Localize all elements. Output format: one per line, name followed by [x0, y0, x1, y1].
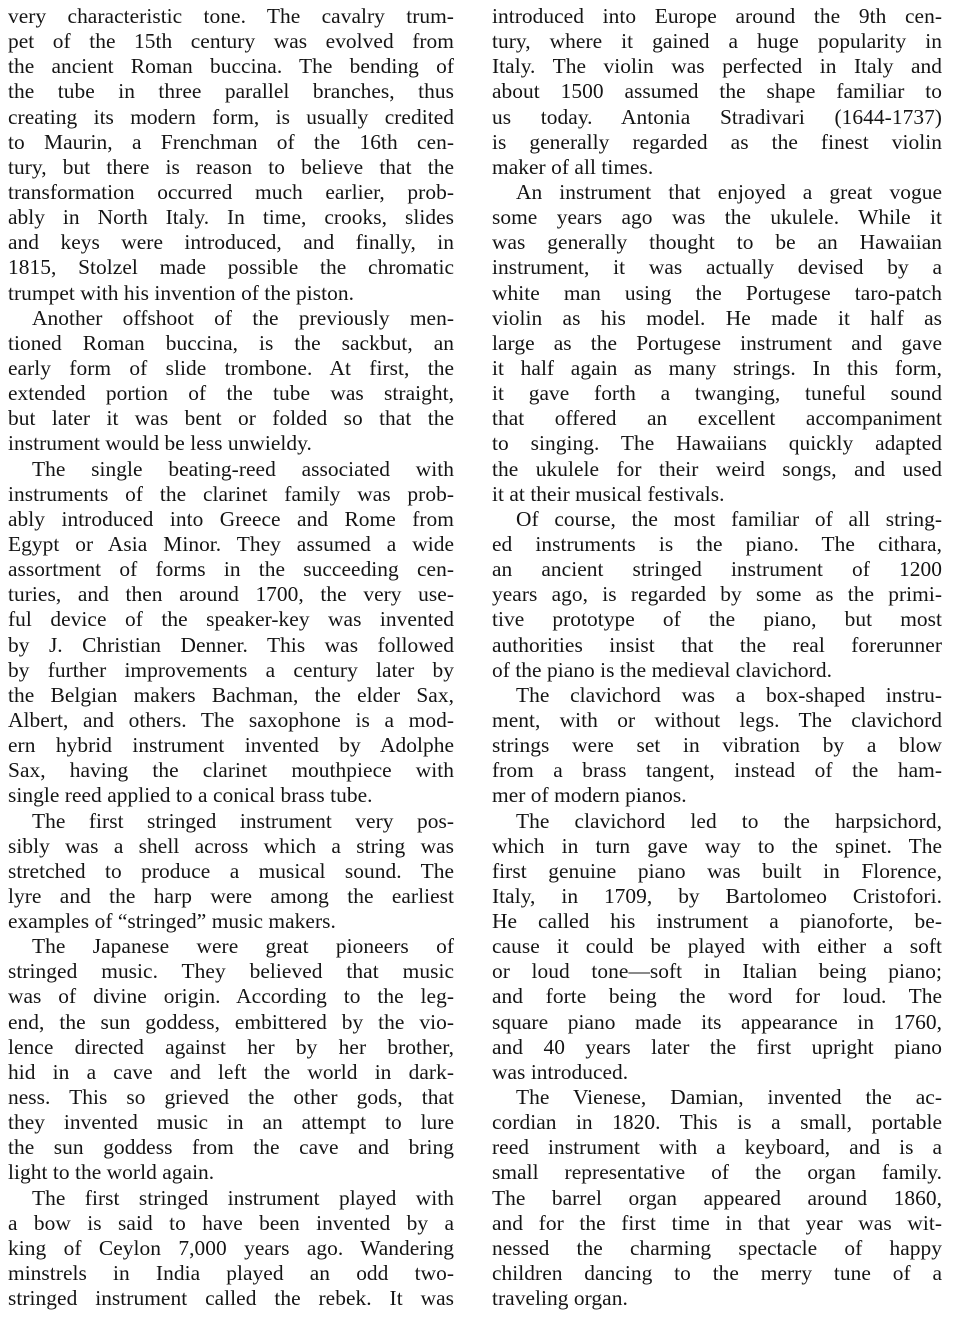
text-line: instrument, it was actually devised by a: [492, 255, 942, 280]
text-line: white man using the Portugese taro-patch: [492, 280, 942, 305]
text-line: mer of modern pianos.: [492, 783, 687, 808]
text-line: and for the first time in that year was wit-: [492, 1210, 942, 1235]
text-line: the tube in three parallel branches, thus: [8, 79, 454, 104]
text-line: tury, but there is reason to believe that the: [8, 154, 454, 179]
text-line: assortment of forms in the succeeding cen-: [8, 557, 454, 582]
text-line: ably in North Italy. In time, crooks, slides: [8, 205, 454, 230]
text-line: ness. This so grieved the other gods, that: [8, 1085, 454, 1110]
text-line: instrument would be less unwieldy.: [8, 431, 312, 456]
text-line: and keys were introduced, and finally, in: [8, 230, 454, 255]
text-line: of the piano is the medieval clavichord.: [492, 657, 832, 682]
text-line: 1815, Stolzel made possible the chromatic: [8, 255, 454, 280]
text-line: strings were set in vibration by a blow: [492, 733, 942, 758]
text-line: light to the world again.: [8, 1160, 215, 1185]
text-line: hid in a cave and left the world in dark-: [8, 1059, 454, 1084]
text-line: and 40 years later the first upright piano: [492, 1034, 942, 1059]
text-line: Italy, in 1709, by Bartolomeo Cristofori.: [492, 883, 942, 908]
text-line: lyre and the harp were among the earliest: [8, 883, 454, 908]
right-column: [492, 4, 942, 1311]
text-line: authorities insist that the real forerunner: [492, 632, 942, 657]
text-line: first genuine piano was built in Florence,: [492, 858, 942, 883]
text-line: minstrels in India played an odd two-: [8, 1261, 454, 1286]
text-line: was generally thought to be an Hawaiian: [492, 230, 942, 255]
text-line: stringed music. They believed that music: [8, 959, 454, 984]
text-line: transformation occurred much earlier, prob-: [8, 179, 454, 204]
text-line: the ancient Roman buccina. The bending of: [8, 54, 454, 79]
text-line: some years ago was the ukulele. While it: [492, 205, 942, 230]
text-line: to Maurin, a Frenchman of the 16th cen-: [8, 129, 454, 154]
text-line: stretched to produce a musical sound. The: [8, 858, 454, 883]
text-line: but later it was bent or folded so that the: [8, 406, 454, 431]
text-line: by J. Christian Denner. This was followed: [8, 632, 454, 657]
text-line: they invented music in an attempt to lure: [8, 1110, 454, 1135]
text-line: which in turn gave way to the spinet. The: [492, 833, 942, 858]
text-line: an ancient stringed instrument of 1200: [492, 557, 942, 582]
text-line: tioned Roman buccina, is the sackbut, an: [8, 330, 454, 355]
text-line: large as the Portugese instrument and gave: [492, 330, 942, 355]
text-line: end, the sun goddess, embittered by the vio-: [8, 1009, 454, 1034]
text-line: ably introduced into Greece and Rome from: [8, 506, 454, 531]
text-line: the ukulele for their weird songs, and used: [492, 456, 942, 481]
text-line: tive prototype of the piano, but most: [492, 607, 942, 632]
text-line: The first stringed instrument very pos-: [32, 808, 454, 833]
text-line: it at their musical festivals.: [492, 481, 725, 506]
text-line: The Japanese were great pioneers of: [32, 934, 454, 959]
text-line: An instrument that enjoyed a great vogue: [516, 179, 942, 204]
text-line: trumpet with his invention of the piston.: [8, 280, 355, 305]
text-line: us today. Antonia Stradivari (1644-1737): [492, 104, 942, 129]
text-line: introduced into Europe around the 9th cen-: [492, 4, 942, 28]
text-line: instruments of the clarinet family was prob-: [8, 481, 454, 506]
text-line: very characteristic tone. The cavalry trum-: [8, 4, 454, 28]
text-line: He called his instrument a pianoforte, be-: [492, 909, 942, 934]
text-line: ed instruments is the piano. The cithara,: [492, 531, 942, 556]
text-line: years ago, is regarded by some as the primi-: [492, 582, 942, 607]
text-line: or loud tone—soft in Italian being piano;: [492, 959, 942, 984]
text-line: children dancing to the merry tune of a: [492, 1261, 942, 1286]
text-line: ful device of the speaker-key was invented: [8, 607, 454, 632]
text-line: extended portion of the tube was straight,: [8, 381, 454, 406]
text-line: a bow is said to have been invented by a: [8, 1210, 454, 1235]
text-line: about 1500 assumed the shape familiar to: [492, 79, 942, 104]
text-line: was introduced.: [492, 1059, 629, 1084]
text-line: maker of all times.: [492, 154, 654, 179]
text-line: ern hybrid instrument invented by Adolphe: [8, 733, 454, 758]
text-line: Of course, the most familiar of all string-: [516, 506, 942, 531]
text-line: that offered an excellent accompaniment: [492, 406, 942, 431]
text-line: it gave forth a twanging, tuneful sound: [492, 381, 942, 406]
text-line: and forte being the word for loud. The: [492, 984, 942, 1009]
text-line: early form of slide trombone. At first, the: [8, 355, 454, 380]
text-line: is generally regarded as the finest violin: [492, 129, 942, 154]
text-line: The clavichord was a box-shaped instru-: [516, 682, 942, 707]
text-line: cause it could be played with either a soft: [492, 934, 942, 959]
text-line: The single beating-reed associated with: [32, 456, 454, 481]
text-line: Sax, having the clarinet mouthpiece with: [8, 758, 454, 783]
left-column: [8, 4, 454, 1311]
text-line: creating its modern form, is usually credited: [8, 104, 454, 129]
text-line: nessed the charming spectacle of happy: [492, 1235, 942, 1260]
text-line: square piano made its appearance in 1760,: [492, 1009, 942, 1034]
text-line: The barrel organ appeared around 1860,: [492, 1185, 942, 1210]
text-line: from a brass tangent, instead of the ham-: [492, 758, 942, 783]
text-line: pet of the 15th century was evolved from: [8, 29, 454, 54]
text-line: Albert, and others. The saxophone is a mod-: [8, 707, 454, 732]
text-line: The first stringed instrument played with: [32, 1185, 454, 1210]
text-line: to singing. The Hawaiians quickly adapted: [492, 431, 942, 456]
text-line: the sun goddess from the cave and bring: [8, 1135, 454, 1160]
text-line: Egypt or Asia Minor. They assumed a wide: [8, 531, 454, 556]
text-line: by further improvements a century later by: [8, 657, 454, 682]
text-line: stringed instrument called the rebek. It was: [8, 1286, 454, 1311]
text-line: the Belgian makers Bachman, the elder Sax,: [8, 682, 454, 707]
text-line: examples of “stringed” music makers.: [8, 909, 336, 934]
text-line: single reed applied to a conical brass tube.: [8, 783, 373, 808]
text-line: The Vienese, Damian, invented the ac-: [516, 1085, 942, 1110]
text-line: turies, and then around 1700, the very use-: [8, 582, 454, 607]
text-line: Another offshoot of the previously men-: [32, 305, 454, 330]
text-line: Italy. The violin was perfected in Italy and: [492, 54, 942, 79]
text-line: traveling organ.: [492, 1286, 628, 1311]
text-line: violin as his model. He made it half as: [492, 305, 942, 330]
text-line: reed instrument with a keyboard, and is a: [492, 1135, 942, 1160]
text-line: it half again as many strings. In this form,: [492, 355, 942, 380]
text-line: king of Ceylon 7,000 years ago. Wandering: [8, 1235, 454, 1260]
text-line: small representative of the organ family.: [492, 1160, 942, 1185]
text-line: The clavichord led to the harpsichord,: [516, 808, 942, 833]
text-line: ment, with or without legs. The clavichord: [492, 707, 942, 732]
text-line: was of divine origin. According to the leg-: [8, 984, 454, 1009]
text-line: tury, where it gained a huge popularity in: [492, 29, 942, 54]
text-line: lence directed against her by her brother,: [8, 1034, 454, 1059]
text-line: cordian in 1820. This is a small, portable: [492, 1110, 942, 1135]
text-line: sibly was a shell across which a string was: [8, 833, 454, 858]
